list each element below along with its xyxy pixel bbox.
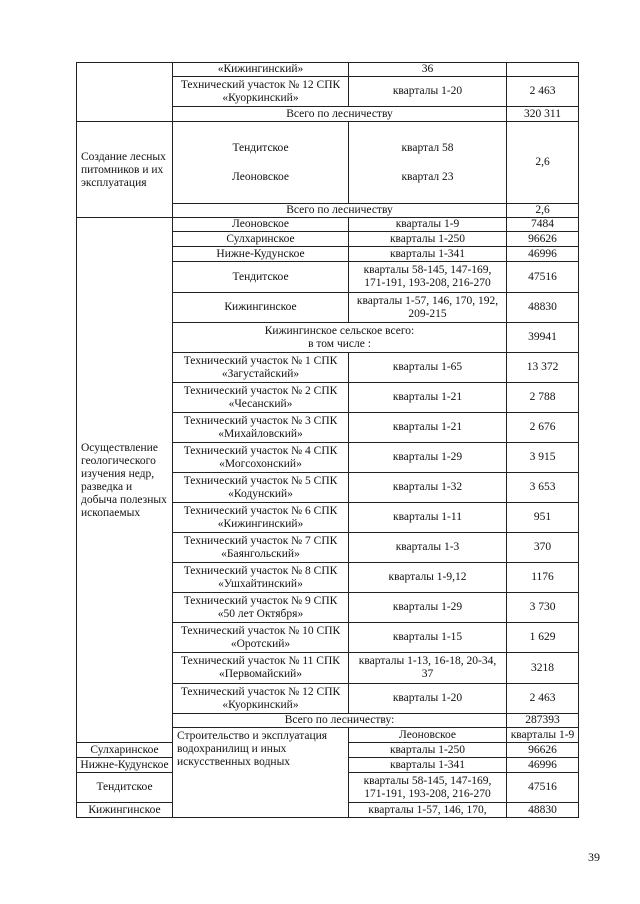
area-value: 3218: [507, 653, 579, 684]
site-name: Технический участок № 9 СПК «50 лет Октября»: [173, 593, 349, 623]
quarters: 36: [349, 63, 507, 77]
site-name: Нижне-Кудунское: [173, 247, 349, 262]
page-number: 39: [588, 850, 600, 864]
activity-nursery: Создание лесных питомников и их эксплуатация: [77, 122, 173, 218]
rural-total-value: 39941: [507, 323, 579, 353]
total-value: 287393: [507, 714, 579, 728]
rural-sub-label: в том числе :: [308, 337, 371, 350]
area-value: 3 653: [507, 473, 579, 503]
area-value: 2 463: [507, 684, 579, 714]
quarters: кварталы 58-145, 147-169, 171-191, 193-208, 216-270: [349, 773, 507, 803]
quarters: кварталы 1-11: [349, 503, 507, 533]
quarters: кварталы 1-21: [349, 413, 507, 443]
site-name: Технический участок № 12 СПК «Куоркинский»: [173, 684, 349, 714]
site-name: Тендитское: [77, 773, 173, 803]
quarters: кварталы 1-341: [349, 247, 507, 262]
quarters: кварталы 1-57, 146, 170,: [349, 803, 507, 818]
area-value: 47516: [507, 262, 579, 293]
area-value: 951: [507, 503, 579, 533]
quarters: кварталы 1-250: [349, 232, 507, 247]
quarters: кварталы 1-29: [349, 593, 507, 623]
area-value: [507, 63, 579, 77]
quarters: кварталы 58-145, 147-169, 171-191, 193-208, 216-270: [349, 262, 507, 293]
quarters: кварталы 1-32: [349, 473, 507, 503]
site-name: Сулхаринское: [173, 232, 349, 247]
quarters: кварталы 1-9: [507, 728, 579, 743]
quarters: квартал 23: [401, 170, 454, 183]
area-value: 7484: [507, 218, 579, 232]
quarters: кварталы 1-3: [349, 533, 507, 563]
area-value: 47516: [507, 773, 579, 803]
area-value: 3 730: [507, 593, 579, 623]
forest-use-table: [76, 62, 579, 818]
activity-geology: Осуществление геологического изучения недр, разведка и добыча полезных ископаемых: [77, 218, 173, 743]
area-value: 48830: [507, 293, 579, 323]
quarters-nursery: [349, 122, 507, 204]
site-name: Технический участок № 7 СПК «Баянгольский»: [173, 533, 349, 563]
site-name: Тендитское: [232, 141, 289, 154]
quarters: квартал 58: [401, 141, 454, 154]
site-name: Технический участок № 1 СПК «Загустайский»: [173, 353, 349, 383]
site-name: Тендитское: [173, 262, 349, 293]
quarters: кварталы 1-20: [349, 684, 507, 714]
area-value: 1 629: [507, 623, 579, 653]
area-value: 46996: [507, 758, 579, 773]
quarters: кварталы 1-341: [349, 758, 507, 773]
activity-reservoir: Строительство и эксплуатация водохранилищ и иных искусственных водных: [173, 728, 349, 818]
area-value: 96626: [507, 232, 579, 247]
site-name: Нижне-Кудунское: [77, 758, 173, 773]
site-name: Леоновское: [173, 218, 349, 232]
site-name: Технический участок № 2 СПК «Чесанский»: [173, 383, 349, 413]
site-name: Леоновское: [349, 728, 507, 743]
quarters: кварталы 1-9,12: [349, 563, 507, 593]
rural-label: Кижингинское сельское всего:: [264, 324, 415, 337]
site-name: Технический участок № 12 СПК «Куоркинский»: [173, 77, 349, 107]
site-name: Технический участок № 10 СПК «Оротский»: [173, 623, 349, 653]
quarters: кварталы 1-15: [349, 623, 507, 653]
quarters: кварталы 1-13, 16-18, 20-34, 37: [349, 653, 507, 684]
area-value: 46996: [507, 247, 579, 262]
area-value: 2 463: [507, 77, 579, 107]
area-value: 2,6: [507, 122, 579, 204]
site-name: Технический участок № 6 СПК «Кижингинский»: [173, 503, 349, 533]
site-name: Кижингинское: [173, 293, 349, 323]
total-label: Всего по лесничеству: [173, 107, 507, 122]
total-value: 2,6: [507, 204, 579, 218]
quarters: кварталы 1-29: [349, 443, 507, 473]
area-value: 48830: [507, 803, 579, 818]
area-value: 96626: [507, 743, 579, 758]
quarters: кварталы 1-21: [349, 383, 507, 413]
area-value: 2 788: [507, 383, 579, 413]
site-name: Технический участок № 8 СПК «Ушхайтинский»: [173, 563, 349, 593]
area-value: 1176: [507, 563, 579, 593]
rural-total-label: [173, 323, 507, 353]
quarters: кварталы 1-65: [349, 353, 507, 383]
site-name: Кижингинское: [77, 803, 173, 818]
activity-cell-empty: [77, 63, 173, 122]
area-value: 2 676: [507, 413, 579, 443]
quarters: кварталы 1-57, 146, 170, 192, 209-215: [349, 293, 507, 323]
site-name: Технический участок № 5 СПК «Кодунский»: [173, 473, 349, 503]
quarters: кварталы 1-250: [349, 743, 507, 758]
total-label: Всего по лесничеству:: [173, 714, 507, 728]
site-name: Технический участок № 11 СПК «Первомайский»: [173, 653, 349, 684]
site-name: Сулхаринское: [77, 743, 173, 758]
area-value: 3 915: [507, 443, 579, 473]
total-label: Всего по лесничеству: [173, 204, 507, 218]
site-name: Леоновское: [232, 170, 289, 183]
area-value: 370: [507, 533, 579, 563]
quarters: кварталы 1-9: [349, 218, 507, 232]
site-names-nursery: [173, 122, 349, 204]
site-name: «Кижингинский»: [173, 63, 349, 77]
area-value: 13 372: [507, 353, 579, 383]
site-name: Технический участок № 3 СПК «Михайловский»: [173, 413, 349, 443]
site-name: Технический участок № 4 СПК «Могсохонский»: [173, 443, 349, 473]
total-value: 320 311: [507, 107, 579, 122]
quarters: кварталы 1-20: [349, 77, 507, 107]
